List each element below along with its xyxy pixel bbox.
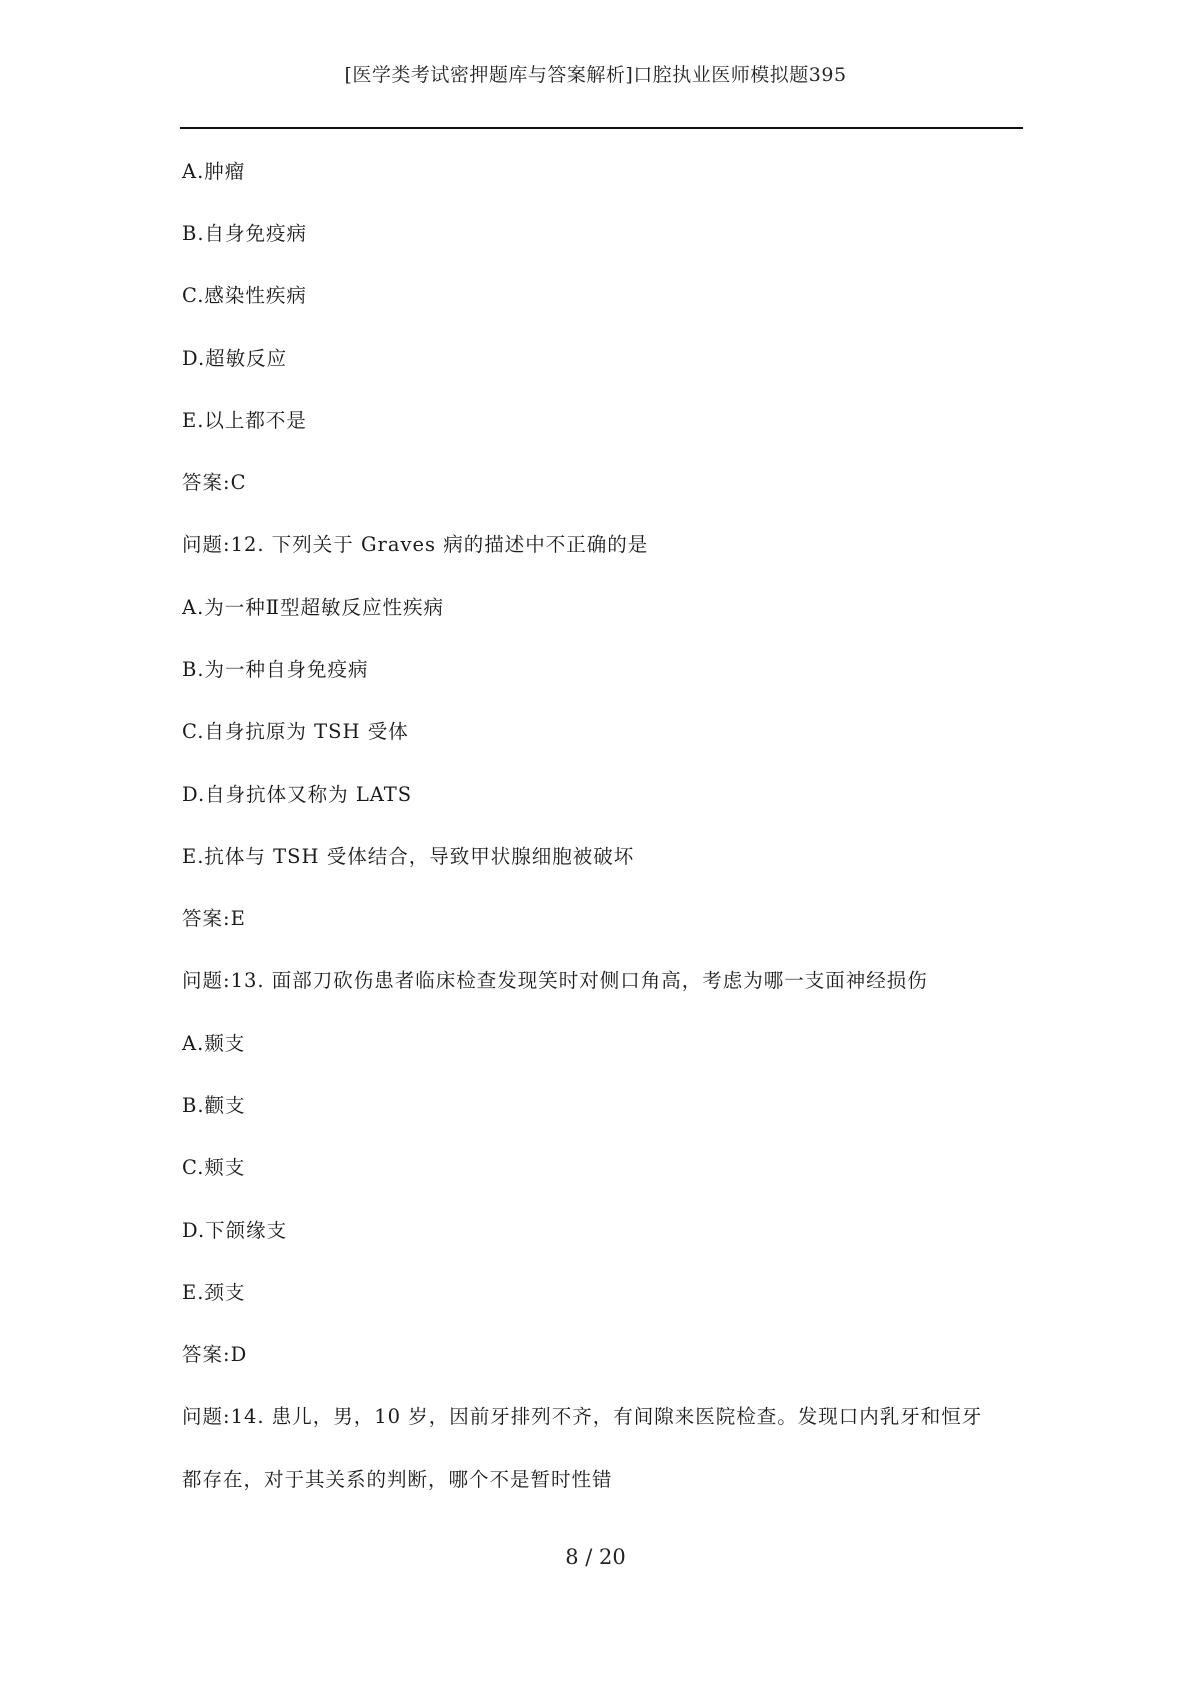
option-e-q11: E.以上都不是 bbox=[182, 409, 307, 432]
option-d-q11: D.超敏反应 bbox=[182, 347, 288, 370]
answer-q13: 答案:D bbox=[182, 1343, 248, 1366]
option-a-q11: A.肿瘤 bbox=[182, 160, 246, 183]
document-title: [医学类考试密押题库与答案解析]口腔执业医师模拟题395 bbox=[344, 64, 847, 86]
option-c-q13: C.颊支 bbox=[182, 1156, 246, 1179]
option-d-q12: D.自身抗体又称为 LATS bbox=[182, 783, 413, 806]
answer-q12: 答案:E bbox=[182, 907, 246, 930]
option-c-q12: C.自身抗原为 TSH 受体 bbox=[182, 720, 409, 743]
question-14: 问题:14. 患儿，男，10 岁，因前牙排列不齐，有间隙来医院检查。发现口内乳牙和恒牙 bbox=[182, 1405, 983, 1428]
answer-q11: 答案:C bbox=[182, 471, 247, 494]
option-b-q13: B.颧支 bbox=[182, 1094, 246, 1117]
option-e-q12: E.抗体与 TSH 受体结合，导致甲状腺细胞被破坏 bbox=[182, 845, 635, 868]
question-12: 问题:12. 下列关于 Graves 病的描述中不正确的是 bbox=[182, 533, 649, 556]
page-number: 8 / 20 bbox=[565, 1545, 626, 1569]
option-b-q12: B.为一种自身免疫病 bbox=[182, 658, 369, 681]
question-13: 问题:13. 面部刀砍伤患者临床检查发现笑时对侧口角高，考虑为哪一支面神经损伤 bbox=[182, 969, 928, 992]
option-a-q13: A.颞支 bbox=[182, 1032, 246, 1055]
option-e-q13: E.颈支 bbox=[182, 1281, 246, 1304]
option-d-q13: D.下颌缘支 bbox=[182, 1219, 288, 1242]
question-14-continued: 都存在，对于其关系的判断，哪个不是暂时性错 bbox=[182, 1468, 613, 1491]
option-c-q11: C.感染性疾病 bbox=[182, 284, 307, 307]
option-a-q12: A.为一种Ⅱ型超敏反应性疾病 bbox=[182, 596, 445, 619]
header-divider bbox=[180, 127, 1023, 129]
option-b-q11: B.自身免疫病 bbox=[182, 222, 308, 245]
